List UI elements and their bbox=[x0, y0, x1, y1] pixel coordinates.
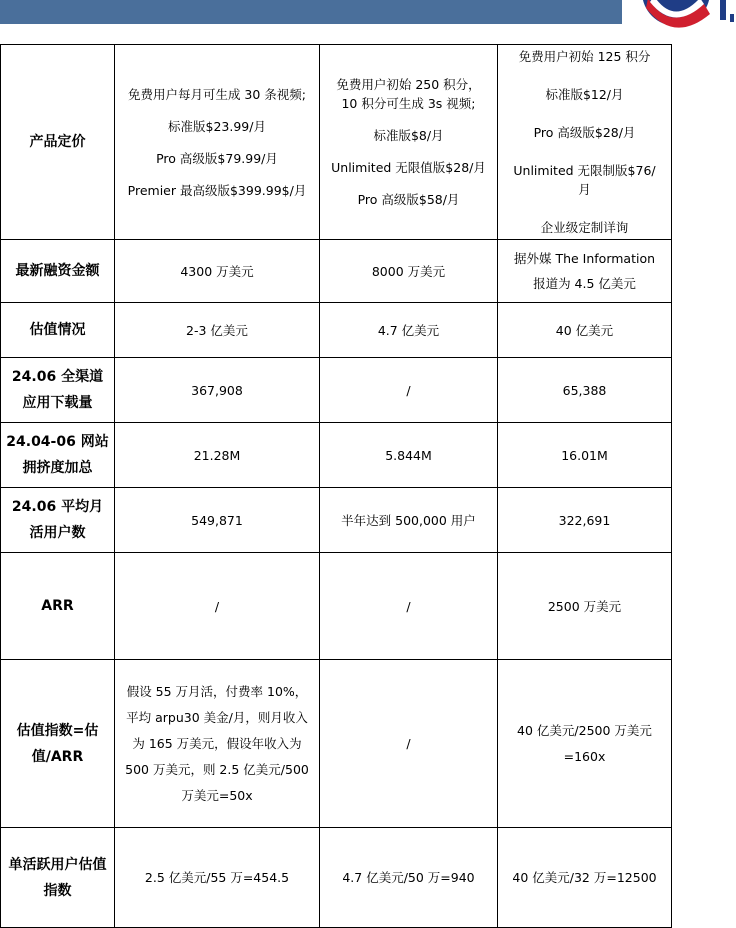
table-cell: 4.7 亿美元 bbox=[320, 303, 498, 358]
pricing-line: 标准版$8/月 bbox=[373, 128, 444, 143]
comparison-table bbox=[0, 44, 672, 928]
table-cell: 367,908 bbox=[115, 358, 320, 423]
row-header: ARR bbox=[1, 553, 115, 660]
pricing-line: 标准版$12/月 bbox=[545, 87, 624, 102]
table-cell bbox=[498, 45, 672, 240]
table-cell: / bbox=[115, 553, 320, 660]
pricing-line: Pro 高级版$28/月 bbox=[533, 125, 636, 140]
pricing-line: Pro 高级版$79.99/月 bbox=[156, 150, 278, 166]
table-cell: 40 亿美元 bbox=[498, 303, 672, 358]
row-header: 单活跃用户估值指数 bbox=[1, 828, 115, 928]
table-row bbox=[1, 828, 672, 928]
pricing-line: 免费用户每月可生成 30 条视频; bbox=[127, 86, 307, 102]
pricing-line: 免费用户初始 125 积分 bbox=[518, 49, 651, 64]
row-header: 估值情况 bbox=[1, 303, 115, 358]
table-cell: 4.7 亿美元/50 万=940 bbox=[320, 828, 498, 928]
table-cell: / bbox=[320, 358, 498, 423]
table-row bbox=[1, 553, 672, 660]
table-cell: 2500 万美元 bbox=[498, 553, 672, 660]
table-cell bbox=[320, 45, 498, 240]
table-row bbox=[1, 303, 672, 358]
table-cell: 假设 55 万月活，付费率 10%，平均 arpu30 美金/月，则月收入为 165 万美元，假设年收入为 500 万美元，则 2.5 亿美元/500 万美元=50x bbox=[115, 660, 320, 828]
table-row bbox=[1, 358, 672, 423]
table-cell: 549,871 bbox=[115, 488, 320, 553]
row-header: 估值指数=估值/ARR bbox=[1, 660, 115, 828]
table-cell: / bbox=[320, 553, 498, 660]
pricing-line: Pro 高级版$58/月 bbox=[357, 192, 460, 207]
table-cell: 40 亿美元/2500 万美元=160x bbox=[498, 660, 672, 828]
pricing-line: 企业级定制详询 bbox=[540, 220, 629, 235]
table-cell: 21.28M bbox=[115, 423, 320, 488]
row-header: 24.06 全渠道应用下载量 bbox=[1, 358, 115, 423]
table-row bbox=[1, 423, 672, 488]
row-header: 24.04-06 网站拥挤度加总 bbox=[1, 423, 115, 488]
pricing-line: Unlimited 无限制版$76/月 bbox=[513, 163, 656, 197]
table-row bbox=[1, 488, 672, 553]
table-cell: 2-3 亿美元 bbox=[115, 303, 320, 358]
pricing-line: Premier 最高级版$399.99$/月 bbox=[127, 182, 307, 198]
table-cell: 5.844M bbox=[320, 423, 498, 488]
pricing-line: 标准版$23.99/月 bbox=[168, 118, 266, 134]
table-row bbox=[1, 45, 672, 240]
table-row bbox=[1, 240, 672, 303]
table-cell bbox=[115, 45, 320, 240]
row-header: 最新融资金额 bbox=[1, 240, 115, 303]
table-cell: 据外媒 The Information 报道为 4.5 亿美元 bbox=[498, 240, 672, 303]
row-header: 产品定价 bbox=[1, 45, 115, 240]
company-logo bbox=[640, 0, 736, 30]
table-cell: 65,388 bbox=[498, 358, 672, 423]
table-cell: / bbox=[320, 660, 498, 828]
table-cell: 40 亿美元/32 万=12500 bbox=[498, 828, 672, 928]
table-cell: 322,691 bbox=[498, 488, 672, 553]
table-cell: 16.01M bbox=[498, 423, 672, 488]
row-header: 24.06 平均月活用户数 bbox=[1, 488, 115, 553]
pricing-line: 免费用户初始 250 积分，10 积分可生成 3s 视频; bbox=[336, 77, 481, 111]
table-row bbox=[1, 660, 672, 828]
header-band bbox=[0, 0, 622, 24]
table-cell: 2.5 亿美元/55 万=454.5 bbox=[115, 828, 320, 928]
pricing-line: Unlimited 无限值版$28/月 bbox=[331, 160, 486, 175]
table-cell: 4300 万美元 bbox=[115, 240, 320, 303]
table-cell: 半年达到 500,000 用户 bbox=[320, 488, 498, 553]
table-cell: 8000 万美元 bbox=[320, 240, 498, 303]
